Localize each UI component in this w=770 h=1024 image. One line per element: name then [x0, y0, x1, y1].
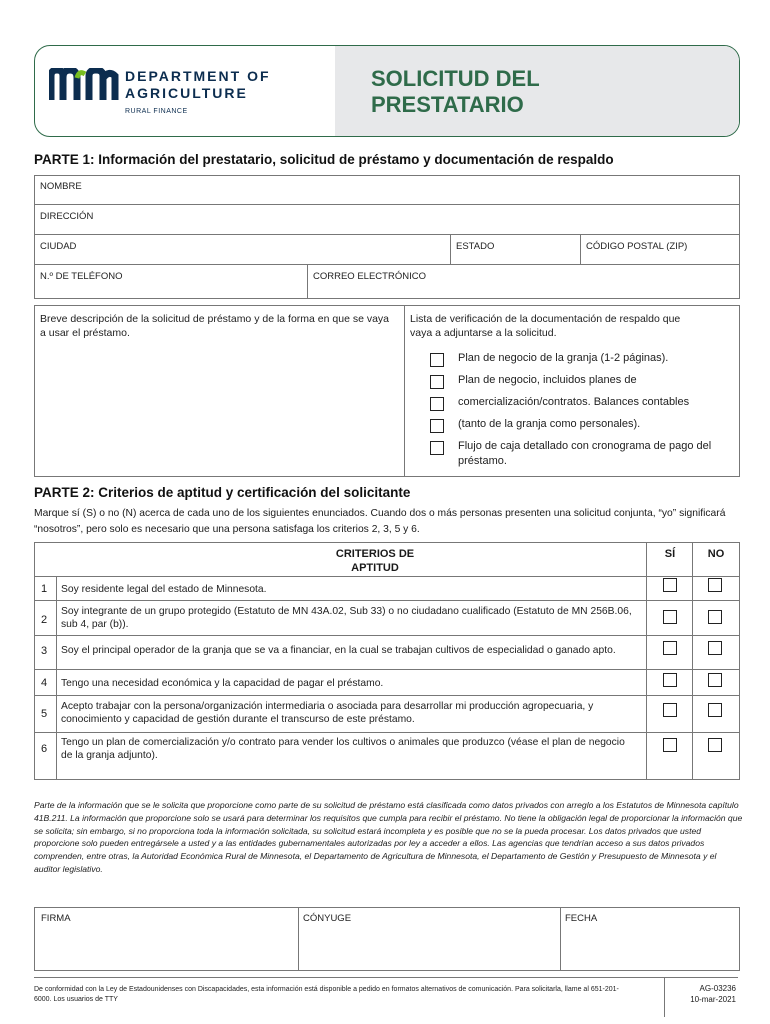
phone-label: N.º DE TELÉFONO	[40, 271, 123, 282]
state-label: ESTADO	[456, 241, 495, 252]
checklist-item-3: comercialización/contratos. Balances contables	[458, 396, 690, 408]
footer-vertical-divider	[664, 977, 665, 1017]
footer-ada-notice: De conformidad con la Ley de Estadounidenses con Discapacidades, esta información está disponible a pedido en formatos alternativos de comunicación. Para solicitarla, llame al 651-201-6000. Los usuarios de TTY	[34, 986, 619, 1003]
criteria-text-2: Soy integrante de un grupo protegido (Estatuto de MN 43A.02, Sub 33) o no ciudadano cualificado (Estatuto de MN 256B.06, sub 4, par (b)).	[61, 606, 632, 630]
criteria-2-yes-checkbox[interactable]	[663, 610, 677, 624]
criteria-1-no-checkbox[interactable]	[708, 578, 722, 592]
signature-grid	[34, 907, 740, 971]
criteria-2-no-checkbox[interactable]	[708, 610, 722, 624]
checklist-item-4: (tanto de la granja como personales).	[458, 418, 641, 430]
criteria-3-yes-checkbox[interactable]	[663, 641, 677, 655]
criteria-text-5: Acepto trabajar con la persona/organización intermediaria o asociada para desarrollar mi producción agropecuaria, y conocimiento y capacidad de gestión durante el transcurso de este préstamo.	[61, 701, 594, 725]
zip-field[interactable]	[581, 238, 737, 264]
spouse-field[interactable]	[303, 913, 351, 924]
email-label: CORREO ELECTRÓNICO	[313, 271, 426, 282]
logo-department-text: DEPARTMENT OF AGRICULTURE	[125, 68, 271, 101]
criteria-num-1: 1	[41, 583, 48, 595]
part1-title: PARTE 1: Información del prestatario, solicitud de préstamo y documentación de respaldo	[34, 152, 614, 167]
title-panel	[335, 46, 739, 136]
criteria-5-no-checkbox[interactable]	[708, 703, 722, 717]
spouse-label: CÓNYUGE	[303, 913, 352, 924]
borrower-info-grid	[34, 175, 740, 299]
criteria-3-no-checkbox[interactable]	[708, 641, 722, 655]
criteria-text-1: Soy residente legal del estado de Minnesota.	[61, 584, 267, 595]
checklist-item-2: Plan de negocio, incluidos planes de	[458, 374, 637, 386]
criteria-num-5: 5	[41, 708, 48, 720]
criteria-num-3: 3	[41, 645, 48, 657]
footer-form-code	[670, 983, 736, 1005]
checklist-checkbox-3[interactable]	[430, 397, 444, 411]
criteria-num-2: 2	[41, 614, 48, 626]
loan-description-grid	[34, 305, 740, 477]
logo-rural-finance: RURAL FINANCE	[125, 108, 188, 115]
checklist-item-5: Flujo de caja detallado con cronograma de pago del préstamo.	[458, 440, 712, 467]
footer-divider	[34, 977, 738, 978]
yes-header: SÍ	[664, 548, 676, 560]
part2-title: PARTE 2: Criterios de aptitud y certificación del solicitante	[34, 485, 411, 500]
criteria-6-no-checkbox[interactable]	[708, 738, 722, 752]
loan-description-label: Breve descripción de la solicitud de préstamo y de la forma en que se vaya a usar el préstamo.	[40, 313, 390, 339]
city-label: CIUDAD	[40, 241, 77, 252]
date-field[interactable]	[565, 913, 597, 924]
privacy-notice: Parte de la información que se le solicita que proporcione como parte de su solicitud de préstamo está clasificada como datos privados con arreglo a los Estatutos de Minnesota capítulo 41B.211. La información que proporcione solo se usará para determinar los requisitos que cumpla para recibir el préstamo. No tiene la obligación legal de proporcionar la información que se solicita; sin embargo, si no proporciona toda la información solicitada, su solicitud estará incompleta y es posible que no se la pueda procesar. Los datos privados que usted proporcione solo pueden entregársele a usted y a las entidades gubernamentales autorizadas por ley a acceder a ellos. Las agencias que tendrían acceso a sus datos privados comprenden, entre otras, la Autoridad Económica Rural de Minnesota, el Departamento de Agricultura de Minnesota, el Departamento de Gestión y Presupuesto de Minnesota y el auditor legislativo.	[34, 800, 743, 874]
criteria-4-no-checkbox[interactable]	[708, 673, 722, 687]
zip-label: CÓDIGO POSTAL (ZIP)	[586, 241, 688, 252]
city-field[interactable]	[35, 238, 447, 264]
criteria-num-6: 6	[41, 743, 48, 755]
form-date: 10-mar-2021	[690, 995, 736, 1004]
mn-logo-icon	[49, 68, 119, 107]
no-header: NO	[707, 548, 725, 560]
criteria-num-4: 4	[41, 677, 48, 689]
form-title: SOLICITUD DEL PRESTATARIO	[371, 66, 540, 117]
checklist-checkbox-4[interactable]	[430, 419, 444, 433]
checklist-checkbox-5[interactable]	[430, 441, 444, 455]
criteria-table	[34, 542, 740, 780]
signature-field[interactable]	[41, 913, 71, 924]
form-code: AG-03236	[699, 984, 736, 993]
address-field[interactable]	[35, 208, 735, 234]
address-label: DIRECCIÓN	[40, 211, 94, 222]
criteria-5-yes-checkbox[interactable]	[663, 703, 677, 717]
criteria-text-4: Tengo una necesidad económica y la capacidad de pagar el préstamo.	[61, 678, 384, 689]
checklist-checkbox-2[interactable]	[430, 375, 444, 389]
date-label: FECHA	[565, 913, 598, 924]
name-label: NOMBRE	[40, 181, 82, 192]
part2-instructions: Marque sí (S) o no (N) acerca de cada uno de los siguientes enunciados. Cuando dos o más personas presenten una solicitud conjunta, “yo” significará “nosotros”, pero solo es necesario que una persona satisfaga los criterios 2, 3, 5 y 6.	[34, 508, 726, 535]
loan-description-field[interactable]	[35, 309, 395, 469]
phone-field[interactable]	[35, 268, 305, 296]
signature-label: FIRMA	[41, 913, 71, 924]
criteria-6-yes-checkbox[interactable]	[663, 738, 677, 752]
checklist-title: Lista de verificación de la documentación de respaldo que vaya a adjuntarse a la solicitud.	[410, 313, 681, 339]
name-field[interactable]	[35, 178, 735, 204]
checklist-checkbox-1[interactable]	[430, 353, 444, 367]
criteria-text-3: Soy el principal operador de la granja que se va a financiar, en la cual se trabajan cultivos de especialidad o ganado apto.	[61, 645, 616, 656]
header-box	[34, 45, 740, 137]
email-field[interactable]	[308, 268, 736, 296]
criteria-header: CRITERIOS DE APTITUD	[335, 548, 415, 574]
criteria-4-yes-checkbox[interactable]	[663, 673, 677, 687]
criteria-text-6: Tengo un plan de comercialización y/o contrato para vender los cultivos o animales que produzco (véase el plan de negocio de la granja adjunto).	[61, 737, 625, 761]
criteria-1-yes-checkbox[interactable]	[663, 578, 677, 592]
checklist-item-1: Plan de negocio de la granja (1-2 páginas).	[458, 352, 669, 364]
state-field[interactable]	[451, 238, 579, 264]
